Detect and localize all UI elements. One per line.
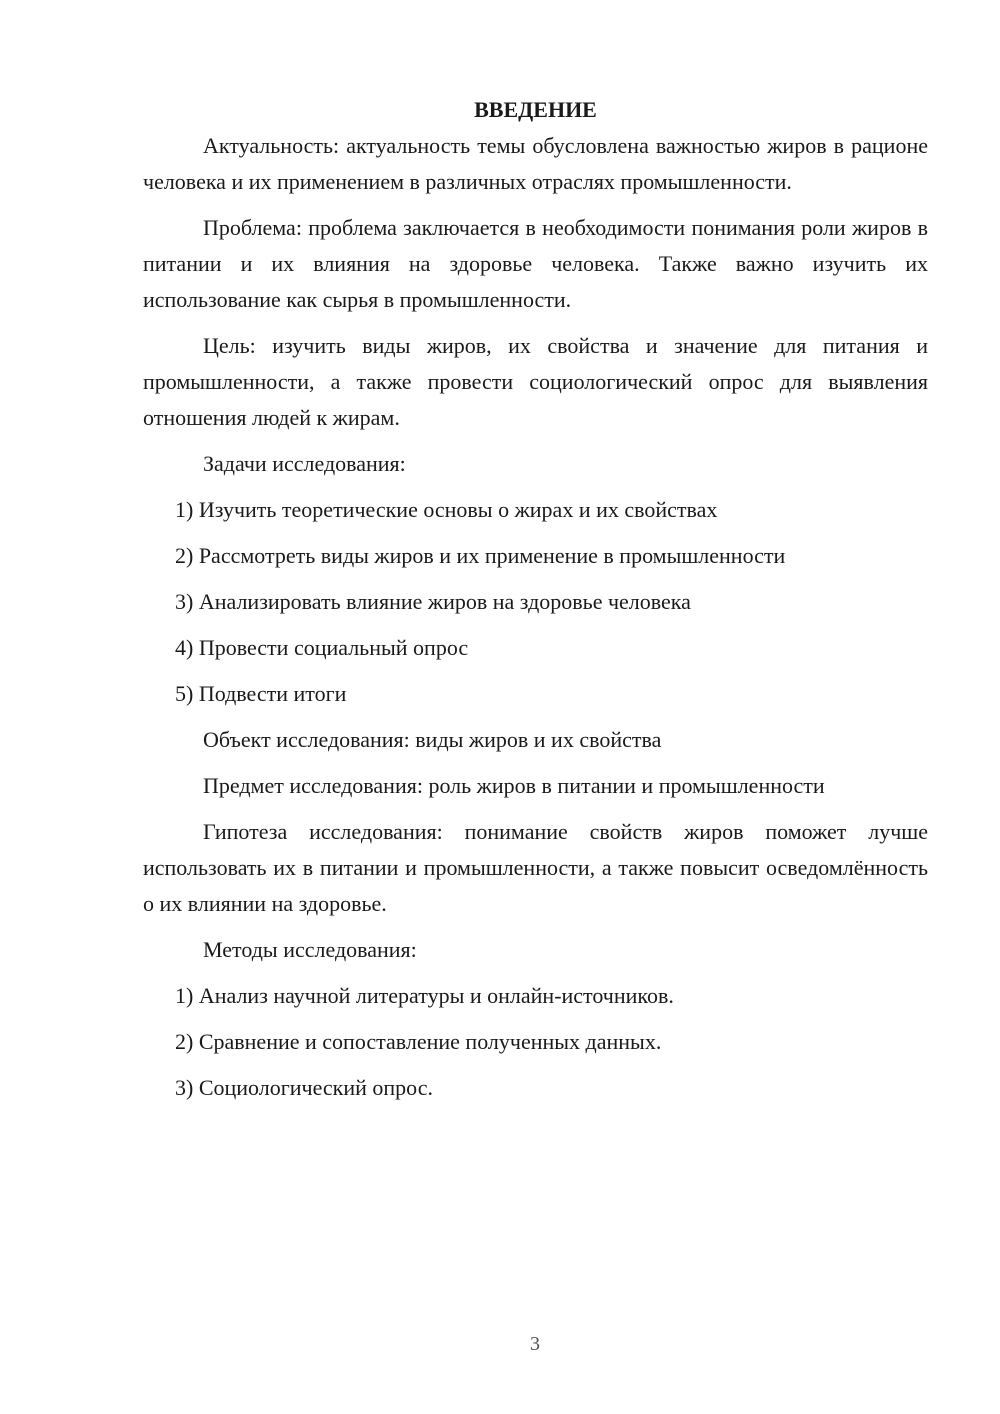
page-number: 3 [530,1333,540,1355]
problem-paragraph: Проблема: проблема заключается в необходимости понимания роли жиров в питании и их влияния на здоровье человека. Также важно изучить их использование как сырья в промышленности. [143,215,928,312]
document-page [143,94,928,1116]
task-item: 3) Анализировать влияние жиров на здоровье человека [175,589,691,614]
object-line: Объект исследования: виды жиров и их свойства [203,727,662,752]
methods-label: Методы исследования: [203,937,417,962]
method-item: 1) Анализ научной литературы и онлайн-источников. [175,983,674,1008]
task-item: 4) Провести социальный опрос [175,635,469,660]
section-heading: ВВЕДЕНИЕ [474,97,597,122]
task-item: 5) Подвести итоги [175,681,347,706]
hypothesis-paragraph: Гипотеза исследования: понимание свойств жиров поможет лучше использовать их в питании и промышленности, а также повысит осведомлённость о их влиянии на здоровье. [143,819,928,916]
subject-line: Предмет исследования: роль жиров в питании и промышленности [203,773,825,798]
tasks-label: Задачи исследования: [203,451,406,476]
method-item: 3) Социологический опрос. [175,1075,433,1100]
relevance-paragraph: Актуальность: актуальность темы обусловлена важностью жиров в рационе человека и их применением в различных отраслях промышленности. [143,133,928,194]
task-item: 1) Изучить теоретические основы о жирах и их свойствах [175,497,718,522]
method-item: 2) Сравнение и сопоставление полученных данных. [175,1029,662,1054]
goal-paragraph: Цель: изучить виды жиров, их свойства и значение для питания и промышленности, а также провести социологический опрос для выявления отношения людей к жирам. [143,333,928,430]
task-item: 2) Рассмотреть виды жиров и их применение в промышленности [175,543,786,568]
